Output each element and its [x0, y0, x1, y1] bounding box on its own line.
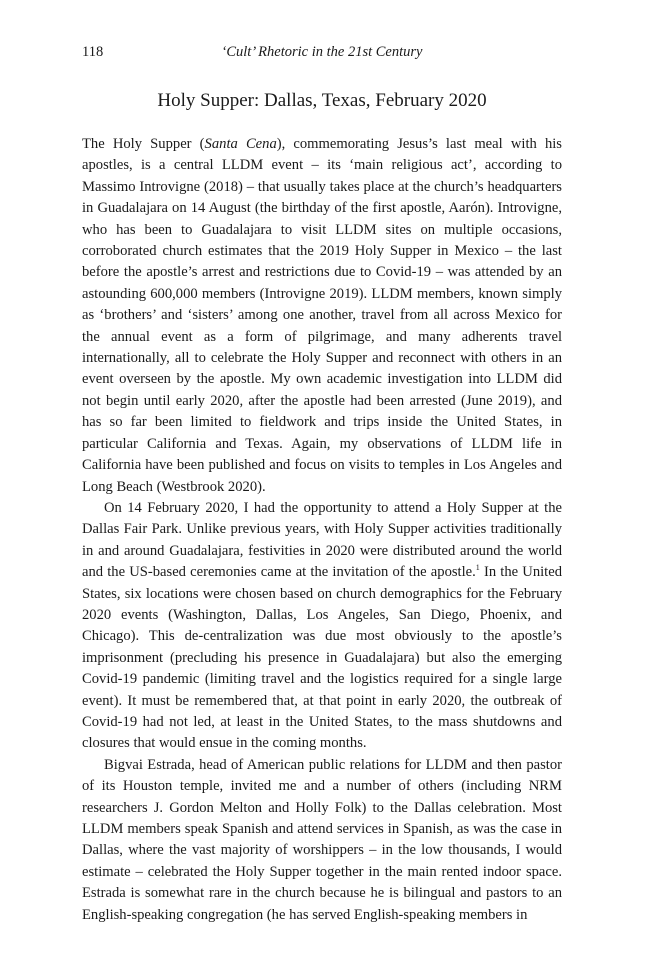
- page-number: 118: [82, 44, 104, 60]
- paragraph-2-text-start: On 14 February 2020, I had the opportunity to attend a Holy Supper at the Dallas Fair Park. Unlike previous years, with Holy Supper activities traditionally in and around Guadalajara, festivities in 2020 were distributed around the world and the US-based ceremonies came at the invitation of the apostle.: [82, 499, 562, 581]
- paragraph-1: [82, 134, 562, 498]
- paragraph-1-italic-term: Santa Cena: [204, 136, 277, 152]
- paragraph-2: [82, 498, 562, 755]
- paragraph-3-text: Bigvai Estrada, head of American public relations for LLDM and then pastor of its Houston temple, invited me and a number of others (including NRM researchers J. Gordon Melton and Holly Folk) to the Dallas celebration. Most LLDM members speak Spanish and attend services in Spanish, as was the case in Dallas, where the vast majority of worshippers – in the low thousands, I would estimate – celebrated the Holy Supper together in the main rented indoor space. Estrada is somewhat rare in the church because he is bilingual and pastors to an English-speaking congregation (he has served English-speaking members in: [82, 756, 562, 923]
- running-head: [82, 44, 562, 66]
- paragraph-1-text-rest: ), commemorating Jesus’s last meal with his apostles, is a central LLDM event – its ‘main religious act’, according to Massimo Introvigne (2018) – that usually takes place at the church’s headquarters in Guadalajara on 14 August (the birthday of the first apostle, Aarón). Introvigne, who has been to Guadalajara to visit LLDM sites on multiple occasions, corroborated church estimates that the 2019 Holy Supper in Mexico – the last before the apostle’s arrest and restrictions due to Covid-19 – was attended by an astounding 600,000 members (Introvigne 2019). LLDM members, known simply as ‘brothers’ and ‘sisters’ among one another, travel from all across Mexico for the annual event as a form of pilgrimage, and many adherents travel internationally, all to celebrate the Holy Supper and reconnect with others in an event overseen by the apostle. My own academic investigation into LLDM did not begin until early 2020, after the apostle had been arrested (June 2019), and has so far been limited to fieldwork and trips inside the United States, in particular California and Texas. Again, my observations of LLDM life in California have been published and focus on visits to temples in Los Angeles and Long Beach (Westbrook 2020).: [82, 136, 562, 495]
- body-text: [82, 134, 562, 926]
- footnote-marker: 1: [475, 563, 480, 573]
- paragraph-1-text-start: The Holy Supper (: [82, 136, 205, 152]
- section-heading: Holy Supper: Dallas, Texas, February 2020: [157, 90, 487, 111]
- running-title: ‘Cult’ Rhetoric in the 21st Century: [221, 44, 423, 60]
- paragraph-3: [82, 755, 562, 926]
- paragraph-2-text-rest: In the United States, six locations were chosen based on church demographics for the February 2020 events (Washington, Dallas, Los Angeles, San Diego, Phoenix, and Chicago). This de-centralization was due most obviously to the apostle’s imprisonment (precluding his presence in Guadalajara) but also the emerging Covid-19 pandemic (limiting travel and the logistics required for a single large event). It must be remembered that, at that point in early 2020, the outbreak of Covid-19 had not led, at least in the United States, to the mass shutdowns and closures that would ensue in the coming months.: [82, 564, 562, 752]
